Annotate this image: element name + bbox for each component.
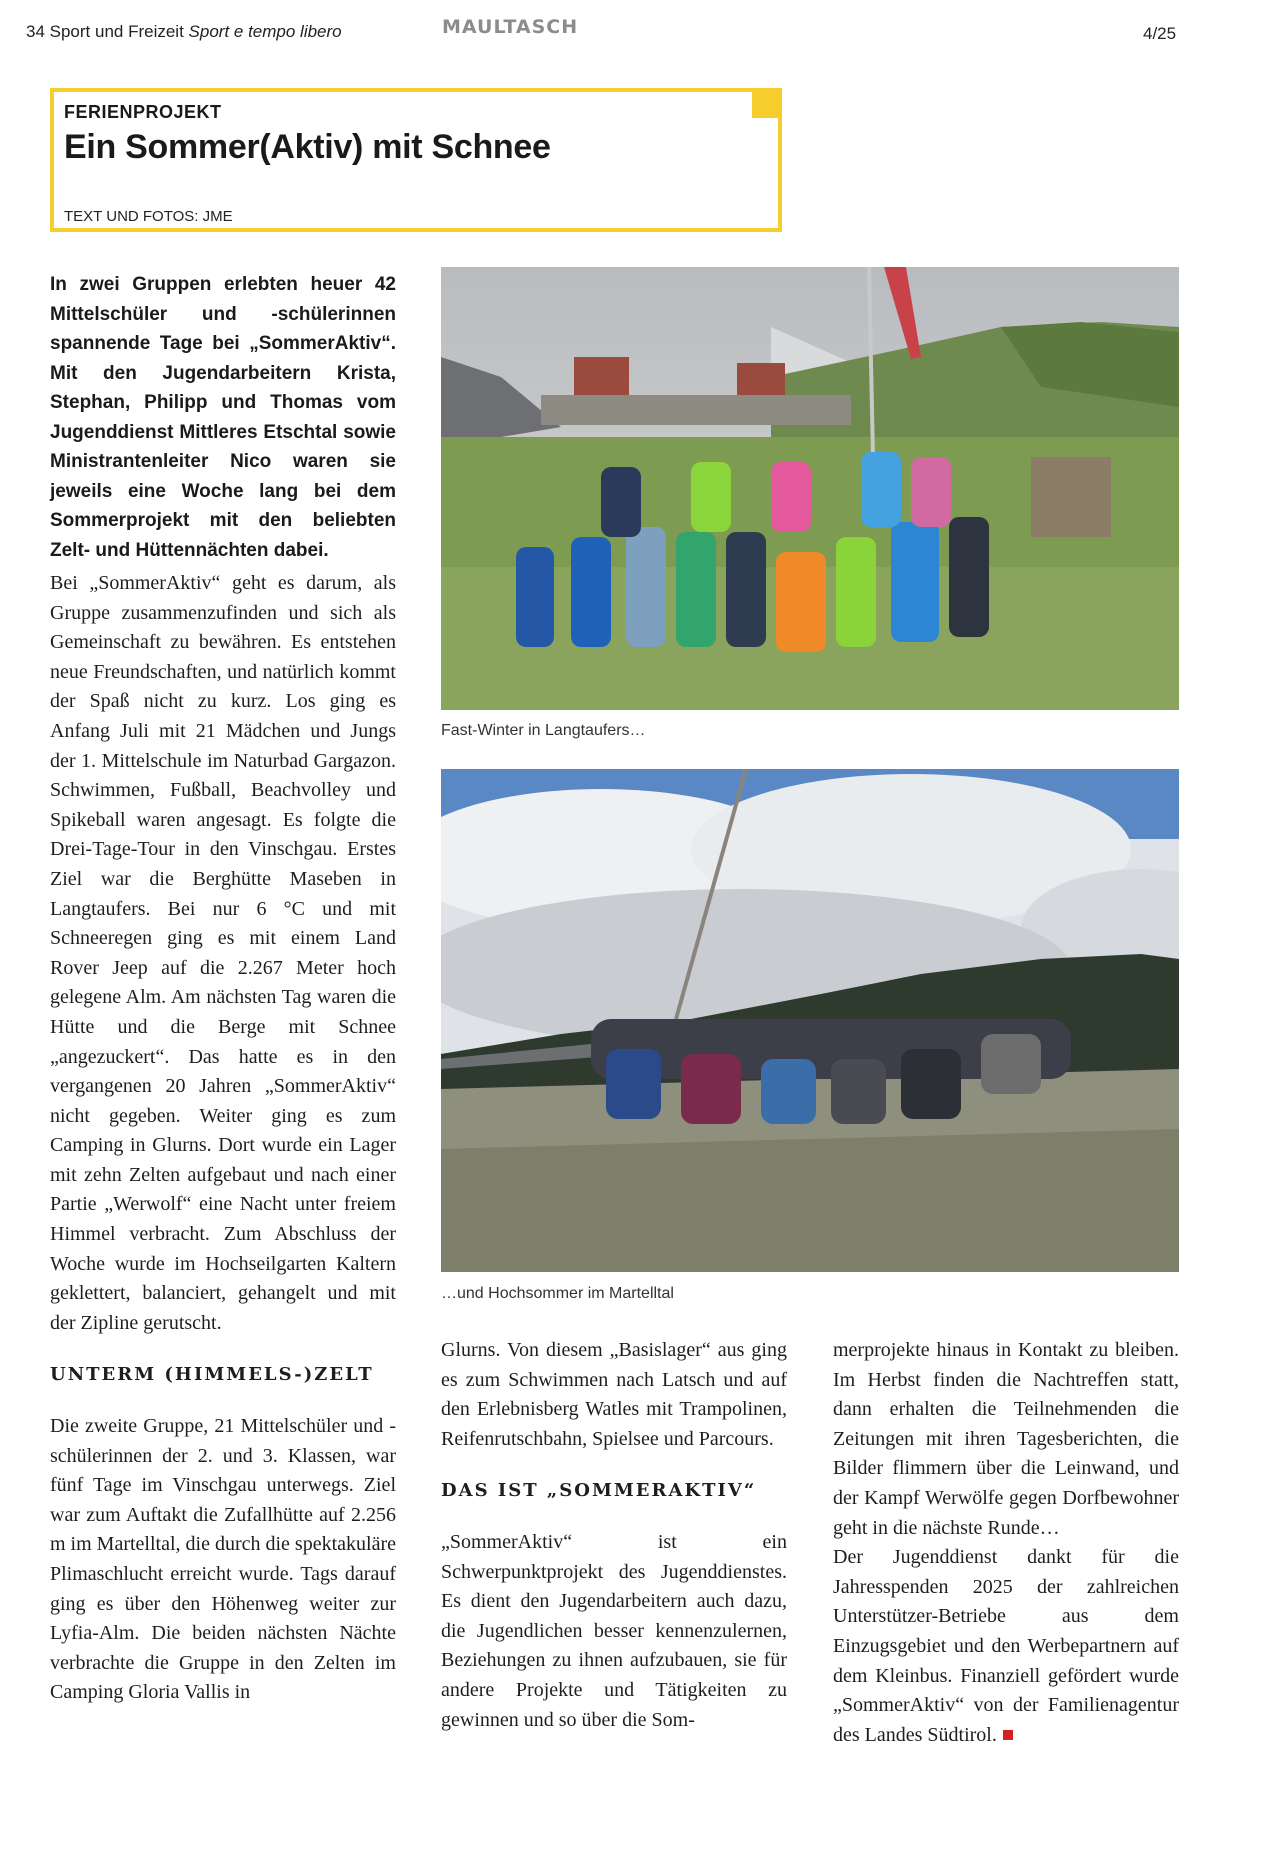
article-byline: TEXT UND FOTOS: JME xyxy=(64,208,233,225)
col2-paragraph-1: Glurns. Von diesem „Basislager“ aus ging es zum Schwimmen nach Latsch und auf den Erlebnisberg Watles mit Trampolinen, Reifenrutschbahn, Spielsee und Parcours. xyxy=(441,1339,787,1450)
col2-paragraph-2: „SommerAktiv“ ist ein Schwerpunktprojekt des Jugenddienstes. Es dient den Jugendarbeitern auch dazu, die Jugendlichen besser kennenzulernen, Beziehungen zu ihnen aufzubauen, sie für andere Projekte und Tätigkeiten zu gewinnen und so über die Som- xyxy=(441,1530,787,1731)
photo-martelltal-caption: …und Hochsommer im Martelltal xyxy=(441,1285,674,1302)
subheading-das-ist-sommeraktiv: DAS IST „SOMMERAKTIV“ xyxy=(441,1480,757,1502)
article-headline: Ein Sommer(Aktiv) mit Schnee xyxy=(64,128,551,166)
article-lead: In zwei Gruppen erlebten heuer 42 Mittelschüler und -schülerinnen spannende Tage bei „SommerAktiv“. Mit den Jugendarbeitern Krista, Stephan, Philipp und Thomas vom Jugenddienst Mittleres Etschtal sowie Ministrantenleiter Nico waren sie jeweils eine Woche lang bei dem Sommerprojekt mit den beliebten Zelt- und Hüttennächten dabei. xyxy=(50,274,396,561)
col3-paragraph-2 xyxy=(833,1543,1179,1750)
col3-paragraph-1: merprojekte hinaus in Kontakt zu bleiben. Im Herbst finden die Nachtreffen statt, dann erhalten die Teilnehmenden die Zeitungen mit ihren Tagesberichten, die Bilder flimmern über die Leinwand, und der Kampf Werwölfe gegen Dorfbewohner geht in die nächste Runde… xyxy=(833,1339,1179,1539)
article-end-mark xyxy=(1003,1730,1013,1740)
subheading-unterm-himmelszelt: UNTERM (HIMMELS-)ZELT xyxy=(50,1364,374,1386)
photo-martelltal xyxy=(441,769,1179,1272)
article-kicker: FERIENPROJEKT xyxy=(64,102,222,122)
header-section-label: 34 Sport und Freizeit xyxy=(26,22,189,41)
text-column-2 xyxy=(441,1336,787,1735)
photo-langtaufers-caption: Fast-Winter in Langtaufers… xyxy=(441,722,646,739)
text-column-3 xyxy=(833,1336,1179,1750)
page-header-section xyxy=(26,22,342,42)
photo-martelltal-image xyxy=(441,769,1179,1272)
col1-paragraph-2: Die zweite Gruppe, 21 Mittelschüler und -schülerinnen der 2. und 3. Klassen, war fünf Tage im Vinschgau unterwegs. Ziel war zum Auftakt die Zufallhütte auf 2.256 m im Martelltal, die durch die spektakuläre Plimaschlucht erreicht wurde. Tags darauf ging es über den Höhenweg weiter zur Lyfia-Alm. Die beiden nächsten Nächte verbrachte die Gruppe in den Zelten im Camping Gloria Vallis in xyxy=(50,1415,396,1704)
issue-number: 4/25 xyxy=(1143,24,1177,43)
text-column-1 xyxy=(50,569,396,1708)
magazine-logo: MAULTASCH xyxy=(442,16,579,38)
col1-paragraph-1: Bei „SommerAktiv“ geht es darum, als Gruppe zusammenzufinden und sich als Gemeinschaft zu bewähren. Es entstehen neue Freundschaften, und natürlich kommt der Spaß nicht zu kurz. Los ging es Anfang Juli mit 21 Mädchen und Jungs der 1. Mittelschule im Naturbad Gargazon. Schwimmen, Fußball, Beachvolley und Spikeball waren angesagt. Es folgte die Drei-Tage-Tour in den Vinschgau. Erstes Ziel war die Berghütte Maseben in Langtaufers. Bei nur 6 °C und mit Schneeregen ging es mit einem Land Rover Jeep auf die 2.267 Meter hoch gelegene Alm. Am nächsten Tag waren die Hütte und die Berge mit Schnee „angezuckert“. Das hatte es in den vergangenen 20 Jahren „SommerAktiv“ nicht gegeben. Weiter ging es zum Camping in Glurns. Dort wurde ein Lager mit zehn Zelten aufgebaut und nach einer Partie „Werwolf“ eine Nacht unter freiem Himmel verbracht. Zum Abschluss der Woche wurde im Hochseilgarten Kaltern geklettert, balanciert, gehangelt und mit der Zipline gerutscht. xyxy=(50,572,396,1334)
photo-langtaufers xyxy=(441,267,1179,710)
title-box xyxy=(50,88,782,232)
photo-langtaufers-image xyxy=(441,267,1179,710)
title-box-corner-accent xyxy=(752,92,778,118)
header-section-label-italian: Sport e tempo libero xyxy=(188,22,342,41)
col3-paragraph-2-text: Der Jugenddienst dankt für die Jahresspenden 2025 der zahlreichen Unterstützer-Betriebe aus dem Einzugsgebiet und den Werbepartnern auf dem Kleinbus. Finanziell gefördert wurde „SommerAktiv“ von der Familienagentur des Landes Südtirol. xyxy=(833,1546,1179,1746)
